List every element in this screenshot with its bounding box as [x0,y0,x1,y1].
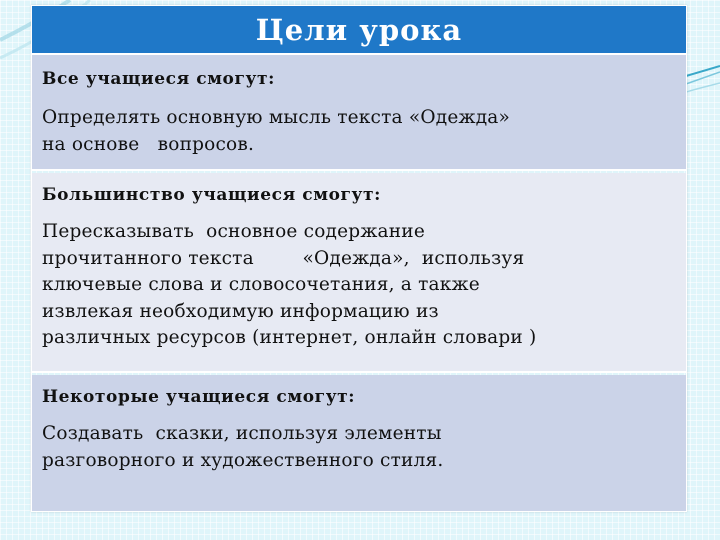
row-text: Определять основную мысль текста «Одежда» на основе вопросов. [42,107,511,155]
objectives-table [31,5,687,512]
row-heading: Некоторые учащиеся смогут: [42,387,356,407]
page-title: Цели урока [255,12,463,47]
row-text: Пересказывать основное содержание прочитанного текста «Одежда», используя ключевые слова и словосочетания, а также извлекая необходимую информацию из различных ресурсов (интернет, онлайн словари ) [42,221,537,348]
objective-row-some [32,375,686,511]
row-text: Создавать сказки, используя элементы разговорного и художественного стиля. [42,423,444,471]
objective-row-all [32,55,686,171]
row-heading: Все учащиеся смогут: [42,69,276,89]
table-header [32,6,686,55]
row-heading: Большинство учащиеся смогут: [42,185,382,205]
objective-row-most [32,173,686,373]
